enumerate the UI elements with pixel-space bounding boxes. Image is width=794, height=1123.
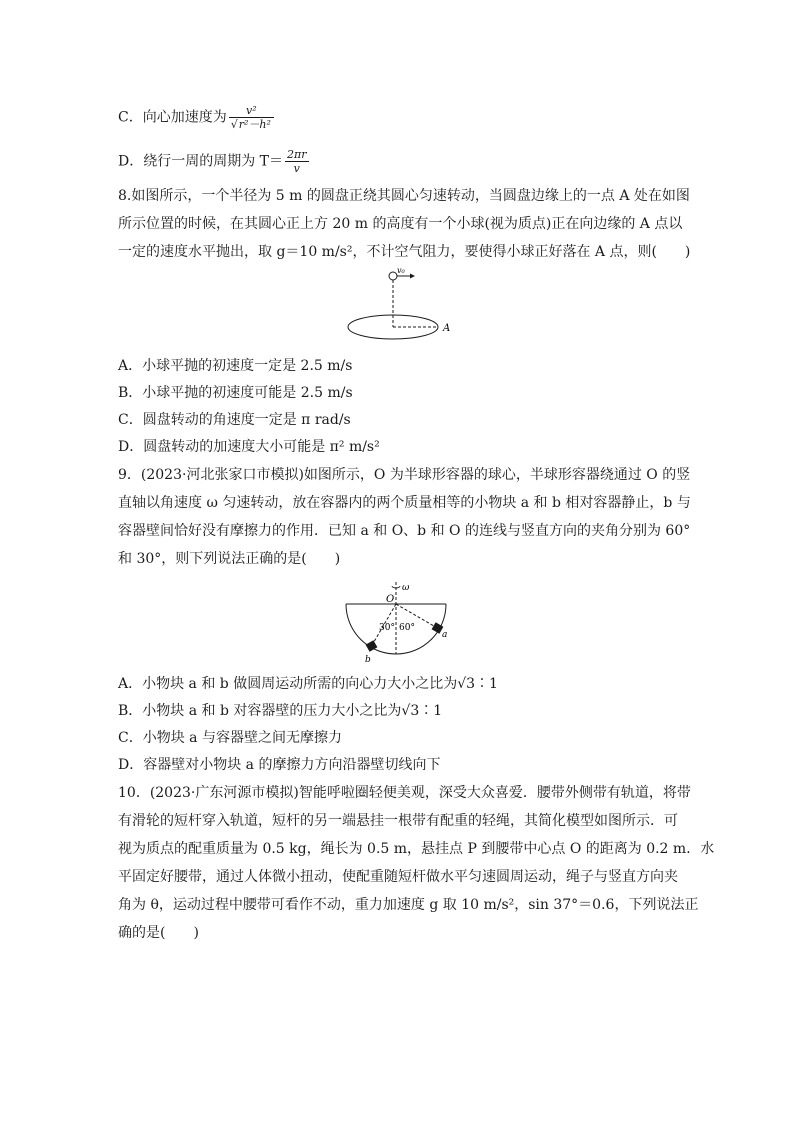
- center-o-label: O: [386, 594, 395, 605]
- q8-option-d: D．圆盘转动的加速度大小可能是 π² m/s²: [118, 439, 380, 455]
- q10-stem-line-3: 视为质点的配重质量为 0.5 kg，绳长为 0.5 m，悬挂点 P 到腰带中心点 O 的距离为 0.2 m．水: [118, 841, 715, 857]
- omega-label: ω: [402, 583, 410, 593]
- q9-hemisphere-figure: [336, 580, 466, 670]
- q9-option-d: D．容器壁对小物块 a 的摩擦力方向沿器壁切线向下: [118, 757, 441, 773]
- q8-disc-figure: [340, 266, 470, 346]
- option-text: 向心加速度为: [142, 109, 227, 126]
- q10-stem-line-6: 确的是( ): [118, 925, 199, 941]
- ball: [389, 272, 397, 280]
- q8-stem-line-1: 8.如图所示，一个半径为 5 m 的圆盘正绕其圆心匀速转动，当圆盘边缘上的一点 A 处在如图: [118, 188, 690, 204]
- q8-option-c: C．圆盘转动的角速度一定是 π rad/s: [118, 412, 351, 428]
- option-text: 绕行一周的周期为 T＝: [143, 153, 284, 170]
- q9-stem-line-2: 直轴以角速度 ω 匀速转动，放在容器内的两个质量相等的小物块 a 和 b 相对容器静止，b 与: [118, 495, 691, 511]
- q10-stem-line-4: 平固定好腰带，通过人体微小扭动，使配重随短杆做水平匀速圆周运动，绳子与竖直方向夹: [118, 869, 678, 885]
- fraction-numerator: v²: [229, 104, 274, 118]
- q9-option-a: A．小物块 a 和 b 做圆周运动所需的向心力大小之比为√3∶1: [118, 676, 498, 692]
- arrow-head: [410, 274, 415, 279]
- b-label: b: [365, 655, 371, 665]
- sqrt-radicand: r²－h²: [238, 118, 271, 131]
- q8-stem-line-3: 一定的速度水平抛出，取 g＝10 m/s²，不计空气阻力，要使得小球正好落在 A 点，则( ): [118, 244, 691, 260]
- sqrt-symbol: √r²－h²: [230, 118, 271, 131]
- q8-option-b: B．小球平抛的初速度可能是 2.5 m/s: [118, 385, 353, 401]
- fraction: [285, 148, 309, 175]
- fraction: [229, 104, 274, 131]
- q9-stem-line-1: 9．(2023·河北张家口市模拟)如图所示，O 为半球形容器的球心，半球形容器绕通过 O 的竖: [118, 467, 691, 483]
- q10-stem-line-5: 角为 θ，运动过程中腰带可看作不动，重力加速度 g 取 10 m/s²，sin 37°＝0.6，下列说法正: [118, 897, 699, 913]
- q7-option-d: [118, 148, 311, 175]
- q9-option-b: B．小物块 a 和 b 对容器壁的压力大小之比为√3∶1: [118, 703, 443, 719]
- angle-30-label: 30°: [379, 623, 395, 633]
- q9-stem-line-4: 和 30°，则下列说法正确的是( ): [118, 551, 341, 567]
- point-a-label: A: [443, 323, 451, 334]
- q10-stem-line-2: 有滑轮的短杆穿入轨道，短杆的另一端悬挂一根带有配重的轻绳，其简化模型如图所示．可: [118, 813, 678, 829]
- q9-stem-line-3: 容器壁间恰好没有摩擦力的作用．已知 a 和 O、b 和 O 的连线与竖直方向的夹角分别为 60°: [118, 523, 691, 539]
- fraction-denominator: v: [293, 162, 300, 175]
- q8-stem-line-2: 所示位置的时候，在其圆心正上方 20 m 的高度有一个小球(视为质点)正在向边缘的 A 点以: [118, 216, 683, 232]
- q8-option-a: A．小球平抛的初速度一定是 2.5 m/s: [118, 358, 353, 374]
- fraction-numerator: 2πr: [287, 148, 307, 161]
- option-label: D．: [118, 153, 144, 170]
- option-label: C．: [118, 109, 143, 126]
- v0-label: v₀: [397, 266, 405, 275]
- q7-option-c: [118, 104, 276, 131]
- a-label: a: [442, 630, 448, 640]
- angle-60-label: 60°: [399, 623, 415, 633]
- q10-stem-line-1: 10．(2023·广东河源市模拟)智能呼啦圈轻便美观，深受大众喜爱．腰带外侧带有轨道，将带: [118, 785, 691, 801]
- q9-option-c: C．小物块 a 与容器壁之间无摩擦力: [118, 730, 342, 746]
